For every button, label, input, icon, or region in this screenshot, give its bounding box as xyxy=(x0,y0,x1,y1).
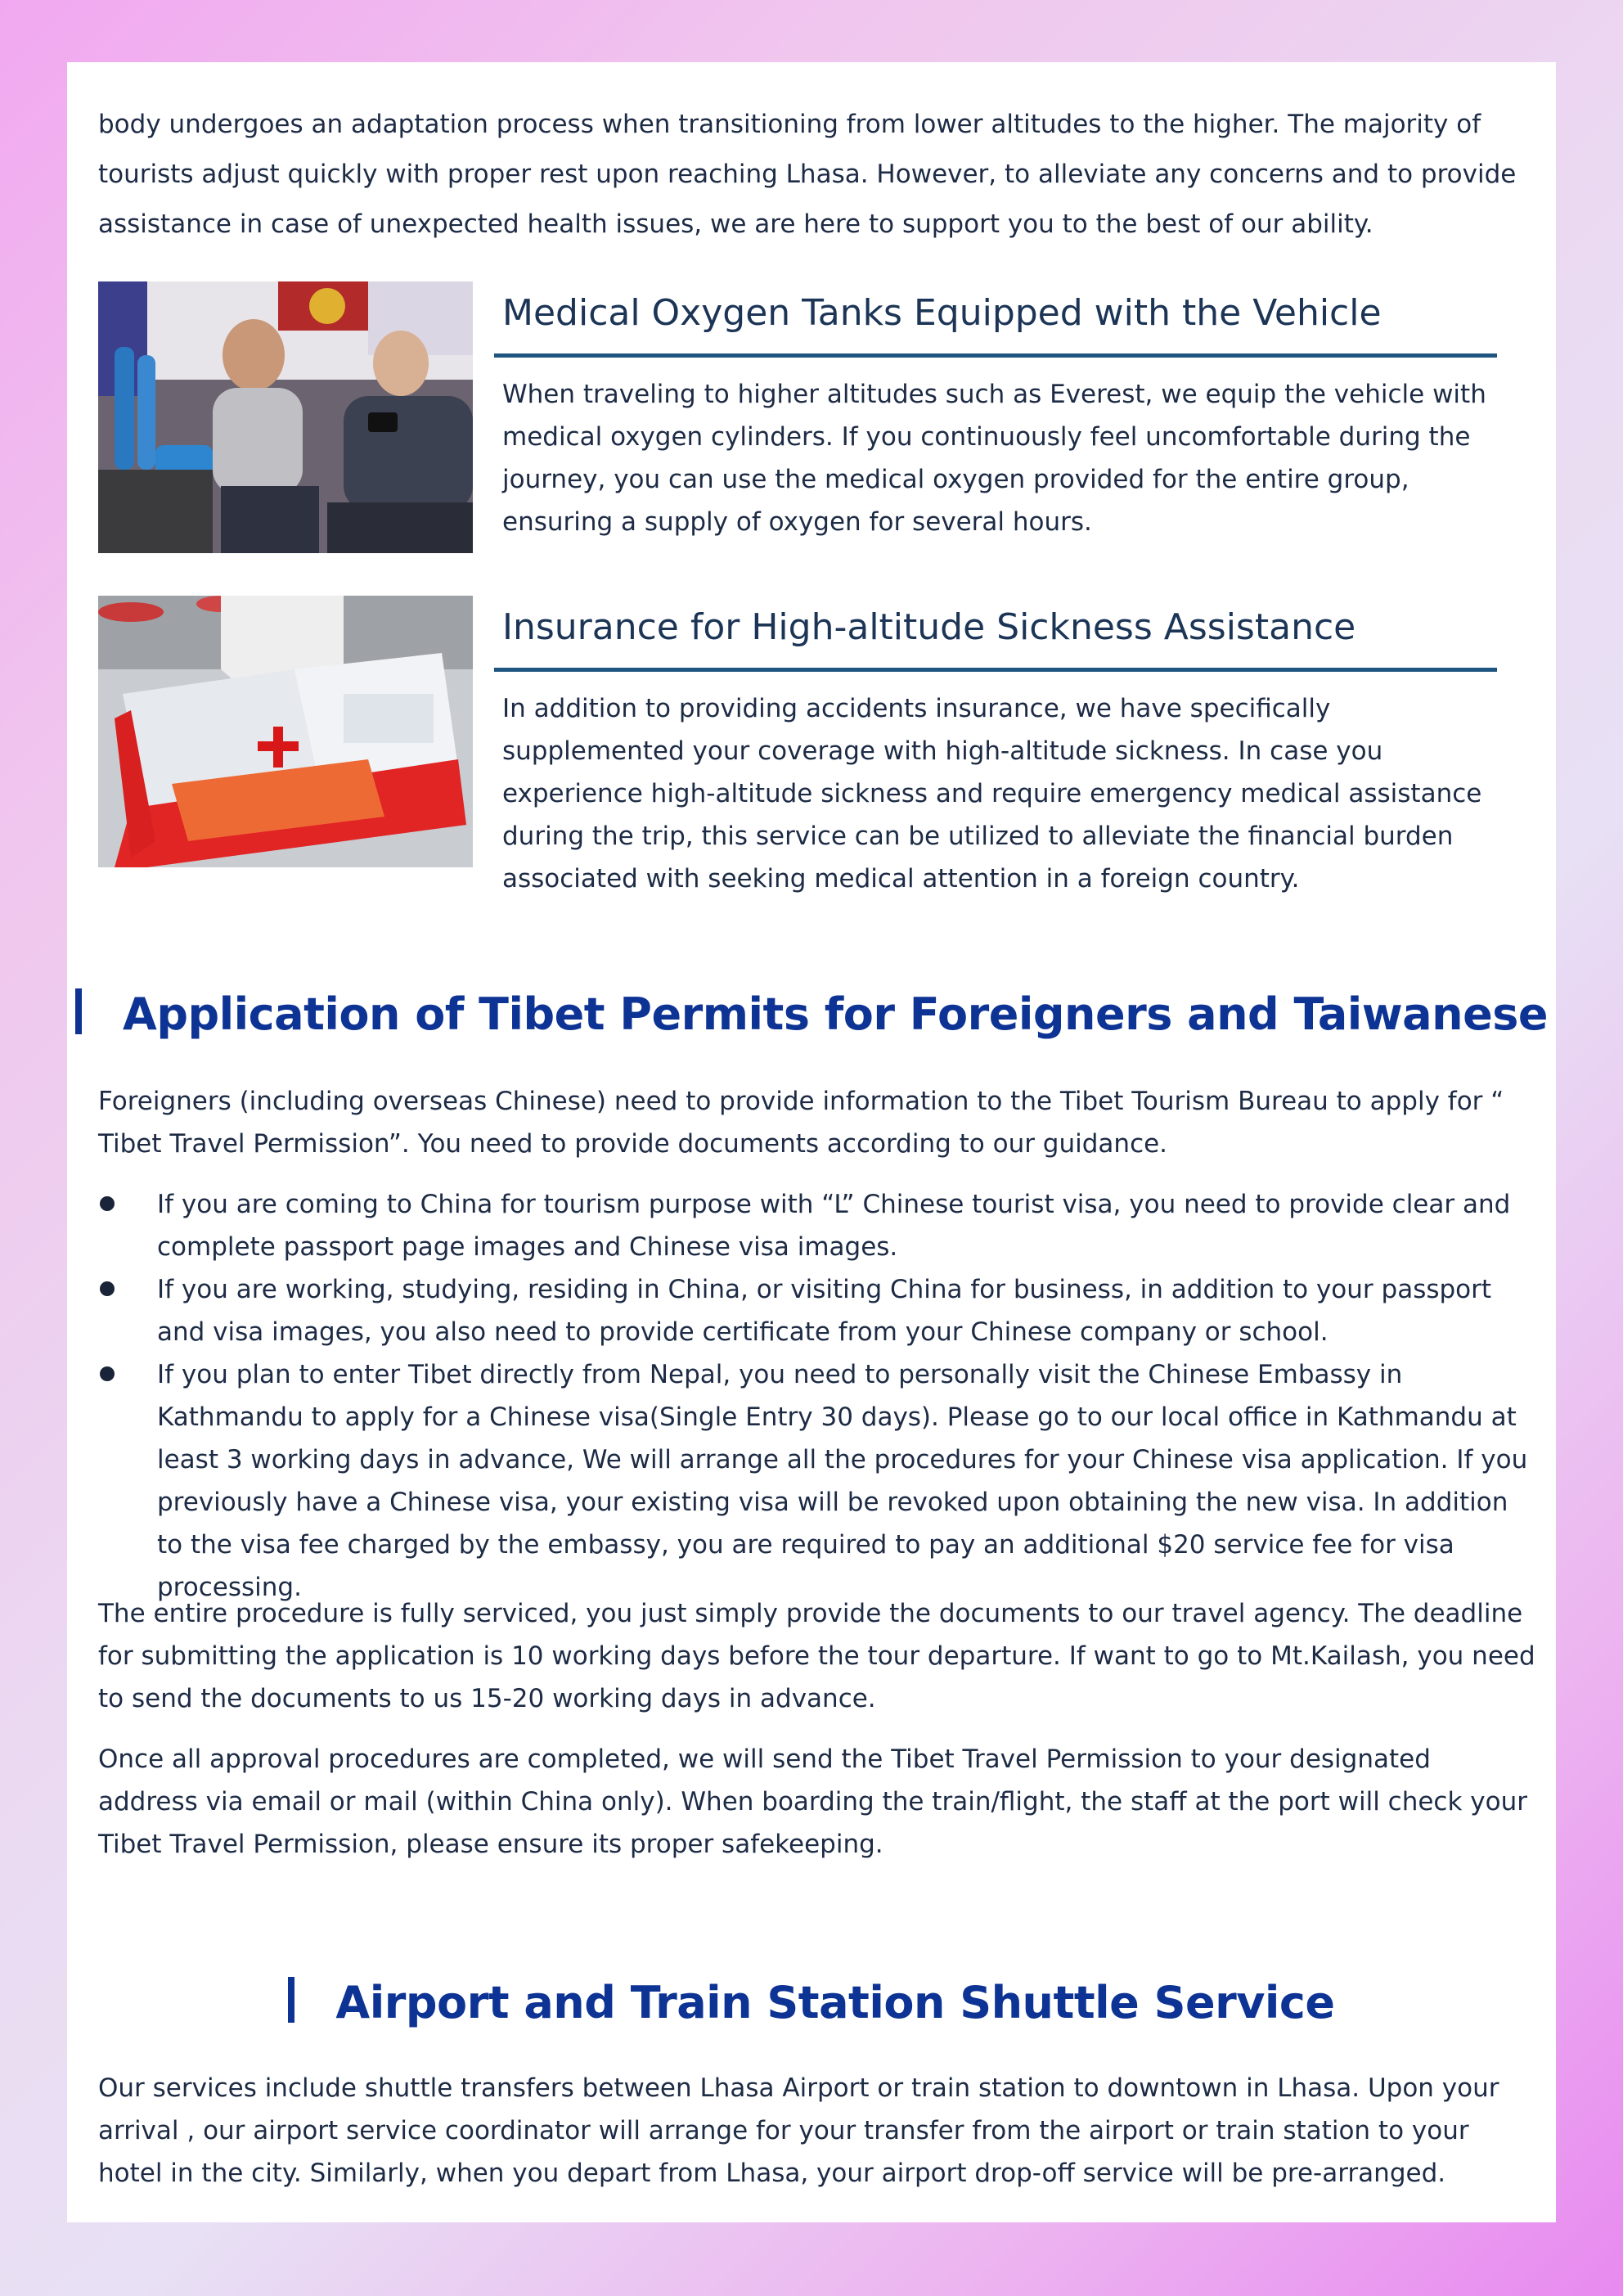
intro-paragraph: body undergoes an adaptation process when transitioning from lower altitudes to the higher. The majority of tourists adjust quickly with proper rest upon reaching Lhasa. However, to alleviate any concerns and to provide assistance in case of unexpected health issues, we are here to support you to the best of our ability. xyxy=(98,110,1517,239)
shuttle-heading: Airport and Train Station Shuttle Service xyxy=(67,1977,1556,2028)
bullet-dot xyxy=(100,1366,115,1381)
list-item: If you are working, studying, residing in China, or visiting China for business, in addition to your passport and visa images, you also need to provide certificate from your Chinese company or school. xyxy=(98,1268,1540,1353)
insurance-feature xyxy=(98,596,1540,907)
permits-paragraph: The entire procedure is fully serviced, you just simply provide the documents to our travel agency. The deadline for submitting the application is 10 working days before the tour departure. If want to go to Mt.Kailash, you need to send the documents to us 15-20 working days in advance. xyxy=(98,1599,1535,1713)
permits-paragraph: Once all approval procedures are completed, we will send the Tibet Travel Permission to your designated address via email or mail (within China only). When boarding the train/flight, the staff at the port will check your Tibet Travel Permission, please ensure its proper safekeeping. xyxy=(98,1745,1527,1859)
permits-heading: Application of Tibet Permits for Foreigners and Taiwanese xyxy=(67,988,1556,1040)
heading-accent-bar xyxy=(75,988,82,1034)
permits-bullet-list xyxy=(98,1183,1540,1609)
oxygen-tank-photo xyxy=(98,281,473,553)
bullet-dot xyxy=(100,1196,115,1211)
feature-body: In addition to providing accidents insurance, we have specifically supplemented your coverage with high-altitude sickness. In case you experience high-altitude sickness and require emergency medical assistance during the trip, this service can be utilized to alleviate the financial burden associated with seeking medical attention in a foreign country. xyxy=(502,694,1482,894)
permits-intro: Foreigners (including overseas Chinese) need to provide information to the Tibet Tourism Bureau to apply for “ Tibet Travel Permission”. You need to provide documents according to our guidance. xyxy=(98,1087,1504,1159)
title-divider xyxy=(494,353,1497,358)
feature-body: When traveling to higher altitudes such as Everest, we equip the vehicle with medical oxygen cylinders. If you continuously feel uncomfortable during the journey, you can use the medical oxygen provided for the entire group, ensuring a supply of oxygen for several hours. xyxy=(502,380,1486,537)
title-divider xyxy=(494,668,1497,672)
oxygen-feature xyxy=(98,281,1540,592)
first-aid-kit-photo xyxy=(98,596,473,867)
bullet-dot xyxy=(100,1281,115,1296)
feature-title: Insurance for High-altitude Sickness Assistance xyxy=(502,606,1356,648)
feature-title: Medical Oxygen Tanks Equipped with the Vehicle xyxy=(502,292,1382,334)
document-page xyxy=(67,62,1556,2222)
list-item: If you are coming to China for tourism purpose with “L” Chinese tourist visa, you need to provide clear and complete passport page images and Chinese visa images. xyxy=(98,1183,1540,1268)
heading-accent-bar xyxy=(288,1977,294,2023)
list-item: If you plan to enter Tibet directly from Nepal, you need to personally visit the Chinese Embassy in Kathmandu to apply for a Chinese visa(Single Entry 30 days). Please go to our local office in Kathmandu at least 3 working days in advance, We will arrange all the procedures for your Chinese visa application. If you previously have a Chinese visa, your existing visa will be revoked upon obtaining the new visa. In addition to the visa fee charged by the embassy, you are required to pay an additional $20 service fee for visa processing. xyxy=(98,1353,1540,1609)
shuttle-paragraph: Our services include shuttle transfers between Lhasa Airport or train station to downtown in Lhasa. Upon your arrival , our airport service coordinator will arrange for your transfer from the airport or train station to your hotel in the city. Similarly, when you depart from Lhasa, your airport drop-off service will be pre-arranged. xyxy=(98,2073,1499,2188)
